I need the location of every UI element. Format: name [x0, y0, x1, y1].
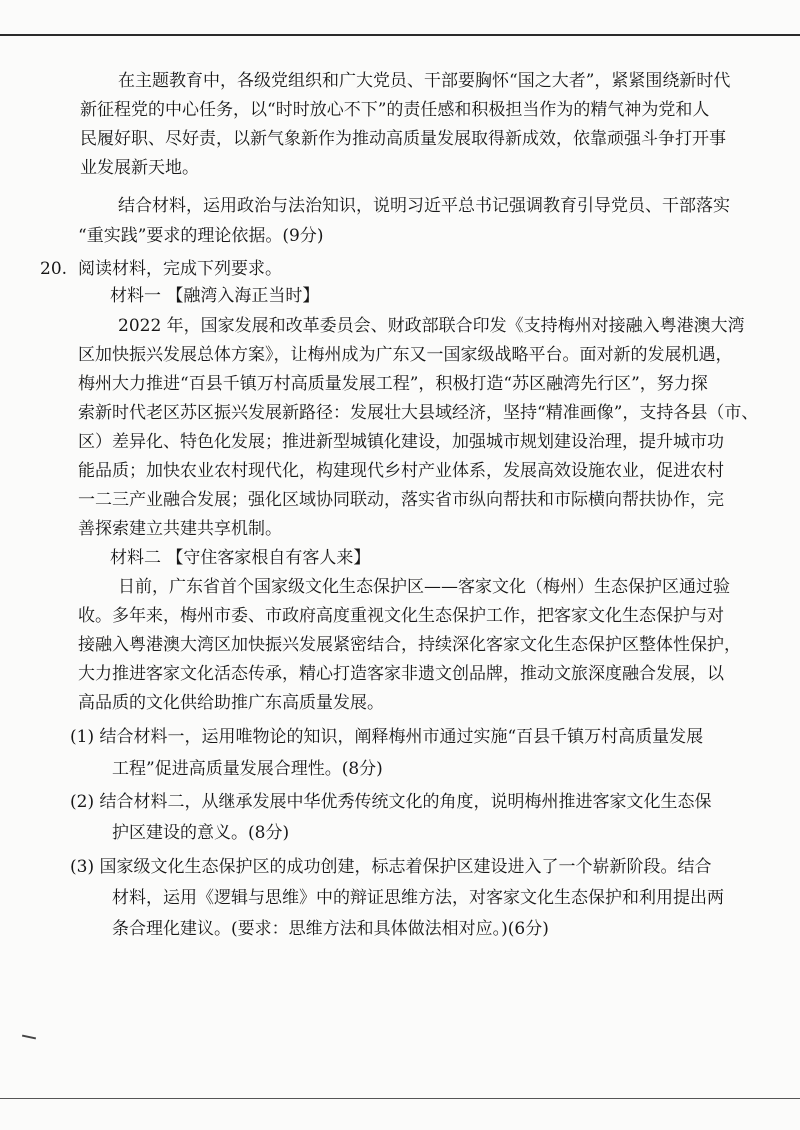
material2-line: 高品质的文化供给助推广东高质量发展。: [78, 693, 384, 713]
material1-line: 能品质；加快农业农村现代化，构建现代乡村产业体系，发展高效设施农业，促进农村: [78, 461, 724, 481]
passage-line: 民履好职、尽好责，以新气象新作为推动高质量发展取得新成效，依靠顽强斗争打开事: [80, 129, 726, 149]
passage-line: 在主题教育中，各级党组织和广大党员、干部要胸怀“国之大者”，紧紧围绕新时代: [118, 71, 731, 91]
material1-line: 善探索建立共建共享机制。: [78, 519, 282, 539]
subquestion-1-line: 工程”促进高质量发展合理性。(8分): [112, 759, 383, 779]
question-instruction: 阅读材料，完成下列要求。: [78, 259, 282, 279]
material1-line: 梅州大力推进“百县千镇万村高质量发展工程”，积极打造“苏区融湾先行区”，努力探: [78, 374, 708, 394]
passage-line: 新征程党的中心任务，以“时时放心不下”的责任感和积极担当作为的精气神为党和人: [80, 100, 710, 120]
material1-line: 区加快振兴发展总体方案》，让梅州成为广东又一国家级战略平台。面对新的发展机遇，: [78, 345, 733, 365]
material1-line: 区）差异化、特色化发展；推进新型城镇化建设，加强城市规划建设治理，提升城市功: [78, 432, 724, 452]
material2-line: 大力推进客家文化活态传承，精心打造客家非遗文创品牌，推动文旅深度融合发展，以: [78, 664, 724, 684]
subquestion-2-line: 护区建设的意义。(8分): [112, 823, 290, 843]
material2-heading: 材料二 【守住客家根自有客人来】: [110, 548, 371, 568]
scan-mark: [22, 1035, 36, 1040]
material1-line: 2022 年，国家发展和改革委员会、财政部联合印发《支持梅州对接融入粤港澳大湾: [118, 316, 745, 336]
material1-line: 索新时代老区苏区振兴发展新路径：发展壮大县域经济，坚持“精准画像”，支持各县（市、: [78, 403, 759, 423]
material2-line: 收。多年来，梅州市委、市政府高度重视文化生态保护工作，把客家文化生态保护与对: [78, 606, 724, 626]
question-number: 20.: [40, 259, 68, 279]
material1-line: 一二三产业融合发展；强化区域协同联动，落实省市纵向帮扶和市际横向帮扶协作，完: [78, 490, 724, 510]
top-rule: [0, 34, 800, 36]
material1-heading: 材料一 【融湾入海正当时】: [110, 286, 320, 306]
material2-line: 日前，广东省首个国家级文化生态保护区——客家文化（梅州）生态保护区通过验: [118, 577, 730, 597]
subquestion-1-line: (1) 结合材料一，运用唯物论的知识，阐释梅州市通过实施“百县千镇万村高质量发展: [70, 727, 704, 747]
q19-prompt-line: “重实践”要求的理论依据。(9分): [78, 226, 324, 246]
bottom-rule: [0, 1098, 800, 1099]
subquestion-3-line: 材料，运用《逻辑与思维》中的辩证思维方法，对客家文化生态保护和利用提出两: [112, 888, 724, 908]
material2-line: 接融入粤港澳大湾区加快振兴发展紧密结合，持续深化客家文化生态保护区整体性保护，: [78, 635, 741, 655]
subquestion-3-line: (3) 国家级文化生态保护区的成功创建，标志着保护区建设进入了一个崭新阶段。结合: [70, 857, 712, 877]
subquestion-2-line: (2) 结合材料二，从继承发展中华优秀传统文化的角度，说明梅州推进客家文化生态保: [70, 792, 712, 812]
passage-line: 业发展新天地。: [80, 158, 199, 178]
subquestion-3-line: 条合理化建议。(要求：思维方法和具体做法相对应。)(6分): [112, 919, 549, 939]
q19-prompt-line: 结合材料，运用政治与法治知识，说明习近平总书记强调教育引导党员、干部落实: [118, 196, 730, 216]
